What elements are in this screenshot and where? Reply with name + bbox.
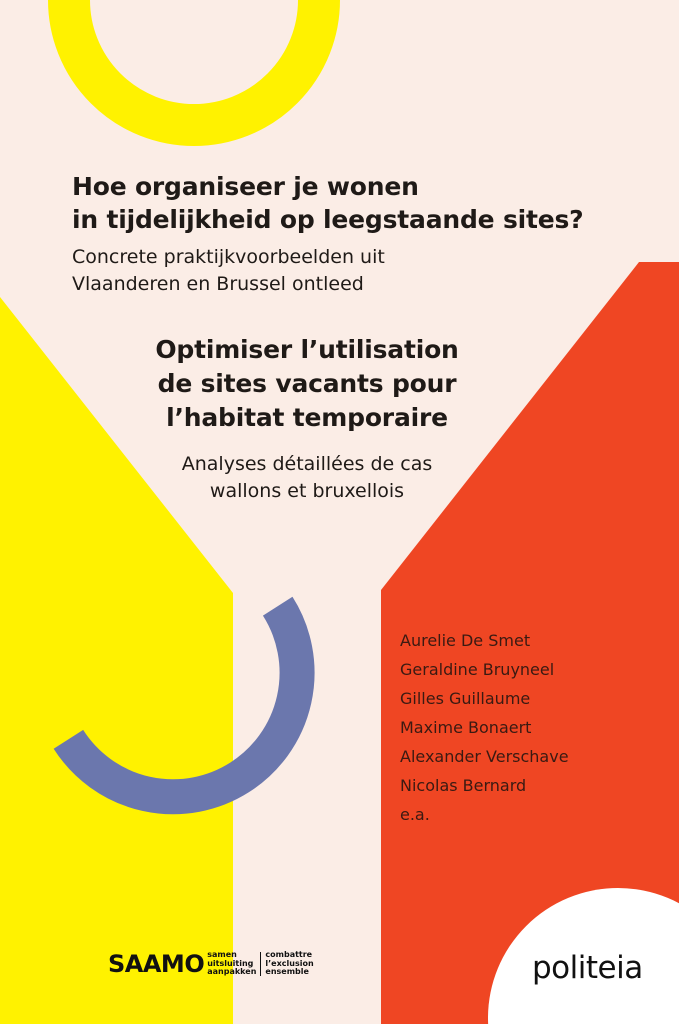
dutch-subtitle-line: Concrete praktijkvoorbeelden uit <box>72 246 385 268</box>
tagline-line: aanpakken <box>207 967 257 977</box>
author-name: Alexander Verschave <box>400 747 569 766</box>
french-title <box>0 333 614 435</box>
french-subtitle-line: wallons et bruxellois <box>209 480 405 502</box>
author-list <box>400 626 569 829</box>
tagline-line: combattre <box>265 950 313 960</box>
author-name: Nicolas Bernard <box>400 776 527 795</box>
saamo-tagline-fr <box>265 951 313 977</box>
french-title-line: de sites vacants pour <box>157 369 457 398</box>
author-name: Geraldine Bruyneel <box>400 660 555 679</box>
french-title-line: l’habitat temporaire <box>166 403 448 432</box>
logo-divider <box>260 952 261 976</box>
french-subtitle <box>0 451 614 505</box>
tagline-line: l’exclusion <box>265 958 314 968</box>
tagline-line: samen <box>207 950 237 960</box>
author-etal: e.a. <box>400 805 430 824</box>
yellow-ring <box>69 0 319 125</box>
author-name: Maxime Bonaert <box>400 718 532 737</box>
publisher-logo: politeia <box>532 950 643 986</box>
author-name: Aurelie De Smet <box>400 631 531 650</box>
saamo-logo <box>108 950 314 978</box>
dutch-title-line: Hoe organiseer je wonen <box>72 172 419 201</box>
dutch-subtitle <box>72 244 385 298</box>
dutch-title-line: in tijdelijkheid op leegstaande sites? <box>72 205 584 234</box>
dutch-subtitle-line: Vlaanderen en Brussel ontleed <box>72 273 364 295</box>
saamo-tagline-nl <box>207 951 256 977</box>
french-subtitle-line: Analyses détaillées de cas <box>181 453 433 475</box>
saamo-wordmark: SAAMO <box>108 950 205 978</box>
french-title-line: Optimiser l’utilisation <box>155 335 459 364</box>
author-name: Gilles Guillaume <box>400 689 531 708</box>
tagline-line: uitsluiting <box>207 958 254 968</box>
tagline-line: ensemble <box>265 967 309 977</box>
dutch-title <box>72 170 583 236</box>
